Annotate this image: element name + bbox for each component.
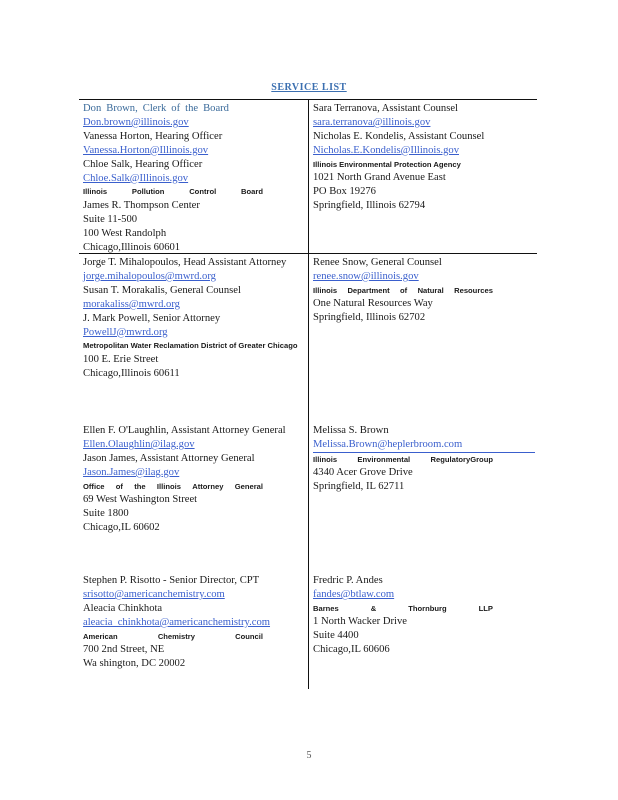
contact-line: 100 E. Erie Street: [83, 353, 159, 365]
contact-line: Stephen P. Risotto - Senior Director, CPT: [83, 575, 260, 586]
email-link[interactable]: srisotto@americanchemistry.com: [83, 588, 225, 600]
contact-line: Springfield, Illinois 62702: [313, 312, 426, 324]
organization-name: American Chemistry Council: [83, 631, 263, 641]
contact-line: Chicago,IL 60606: [313, 644, 390, 656]
email-link[interactable]: Jason.James@ilag.gov: [83, 466, 180, 478]
contact-block: [83, 256, 305, 381]
organization-name: Illinois Pollution Control Board: [83, 187, 263, 197]
email-link[interactable]: PowellJ@mwrd.org: [83, 326, 168, 338]
email-link[interactable]: Don.brown@illinois.gov: [83, 116, 189, 128]
email-link[interactable]: Chloe.Salk@Illinois.gov: [83, 172, 189, 184]
organization-name: Illinois Department of Natural Resources: [313, 285, 493, 295]
contact-block: [83, 574, 305, 671]
contact-block: [313, 256, 535, 325]
contact-line: Chloe Salk, Hearing Officer: [83, 158, 203, 170]
contact-line: Vanessa Horton, Hearing Officer: [83, 130, 223, 142]
contact-line: Chicago,Illinois 60611: [83, 367, 180, 379]
organization-name: Metropolitan Water Reclamation District of Greater Chicago: [83, 341, 298, 351]
email-link[interactable]: Vanessa.Horton@Illinois.gov: [83, 144, 209, 156]
email-link[interactable]: Nicholas.E.Kondelis@Illinois.gov: [313, 144, 459, 156]
contact-line: James R. Thompson Center: [83, 199, 200, 211]
contact-line: One Natural Resources Way: [313, 298, 433, 310]
contact-name-title: Jorge T. Mihalopoulos, Head Assistant Attorney: [83, 257, 287, 268]
contact-line: Nicholas E. Kondelis, Assistant Counsel: [313, 130, 485, 142]
contact-line: PO Box 19276: [313, 186, 376, 198]
column-divider: [308, 99, 309, 689]
contact-block: [313, 424, 535, 494]
contact-line: Melissa S. Brown: [313, 425, 389, 436]
organization-name: Illinois Environmental Protection Agency: [313, 159, 461, 169]
contact-line: Fredric P. Andes: [313, 575, 383, 586]
email-link[interactable]: sara.terranova@illinois.gov: [313, 116, 431, 128]
contact-line: 69 West Washington Street: [83, 494, 198, 506]
contact-line: 100 West Randolph: [83, 227, 167, 239]
contact-line: 1 North Wacker Drive: [313, 616, 407, 628]
contact-line: Suite 4400: [313, 630, 359, 642]
contact-line: Suite 1800: [83, 508, 129, 520]
email-link[interactable]: renee.snow@illinois.gov: [313, 270, 419, 282]
contact-line: Suite 11-500: [83, 213, 138, 225]
contact-block: [83, 102, 305, 255]
contact-line: 4340 Acer Grove Drive: [313, 467, 413, 479]
contact-block: [313, 574, 535, 657]
organization-name: Office of the Illinois Attorney General: [83, 481, 263, 491]
contact-line: Renee Snow, General Counsel: [313, 257, 442, 268]
contact-line: 1021 North Grand Avenue East: [313, 172, 446, 184]
contact-line: Sara Terranova, Assistant Counsel: [313, 103, 458, 114]
email-link[interactable]: Ellen.Olaughlin@ilag.gov: [83, 438, 195, 450]
email-link[interactable]: jorge.mihalopoulos@mwrd.org: [83, 270, 216, 282]
contact-line: Jason James, Assistant Attorney General: [83, 452, 255, 464]
page-number: 5: [306, 750, 312, 761]
page-title: SERVICE LIST: [271, 82, 347, 93]
email-link[interactable]: fandes@btlaw.com: [313, 588, 395, 600]
email-link[interactable]: morakaliss@mwrd.org: [83, 298, 180, 310]
contact-line: Susan T. Morakalis, General Counsel: [83, 284, 241, 296]
contact-line: Aleacia Chinkhota: [83, 602, 163, 614]
contact-name-title: Ellen F. O'Laughlin, Assistant Attorney General: [83, 425, 286, 436]
contact-block: [313, 102, 535, 213]
contact-line: Wa shington, DC 20002: [83, 658, 186, 670]
organization-name: Barnes & Thornburg LLP: [313, 603, 493, 613]
email-link[interactable]: Melissa.Brown@heplerbroom.com: [313, 438, 535, 453]
contact-line: Chicago,IL 60602: [83, 521, 160, 533]
contact-line: J. Mark Powell, Senior Attorney: [83, 312, 221, 324]
contact-block: [83, 424, 305, 535]
contact-line: Chicago,Illinois 60601: [83, 241, 181, 253]
contact-line: Springfield, IL 62711: [313, 481, 405, 493]
contact-line: 700 2nd Street, NE: [83, 644, 165, 656]
organization-name: Illinois Environmental RegulatoryGroup: [313, 454, 493, 464]
email-link[interactable]: aleacia_chinkhota@americanchemistry.com: [83, 616, 271, 628]
contact-name-title: Don Brown, Clerk of the Board: [83, 103, 229, 114]
contact-line: Springfield, Illinois 62794: [313, 199, 426, 211]
